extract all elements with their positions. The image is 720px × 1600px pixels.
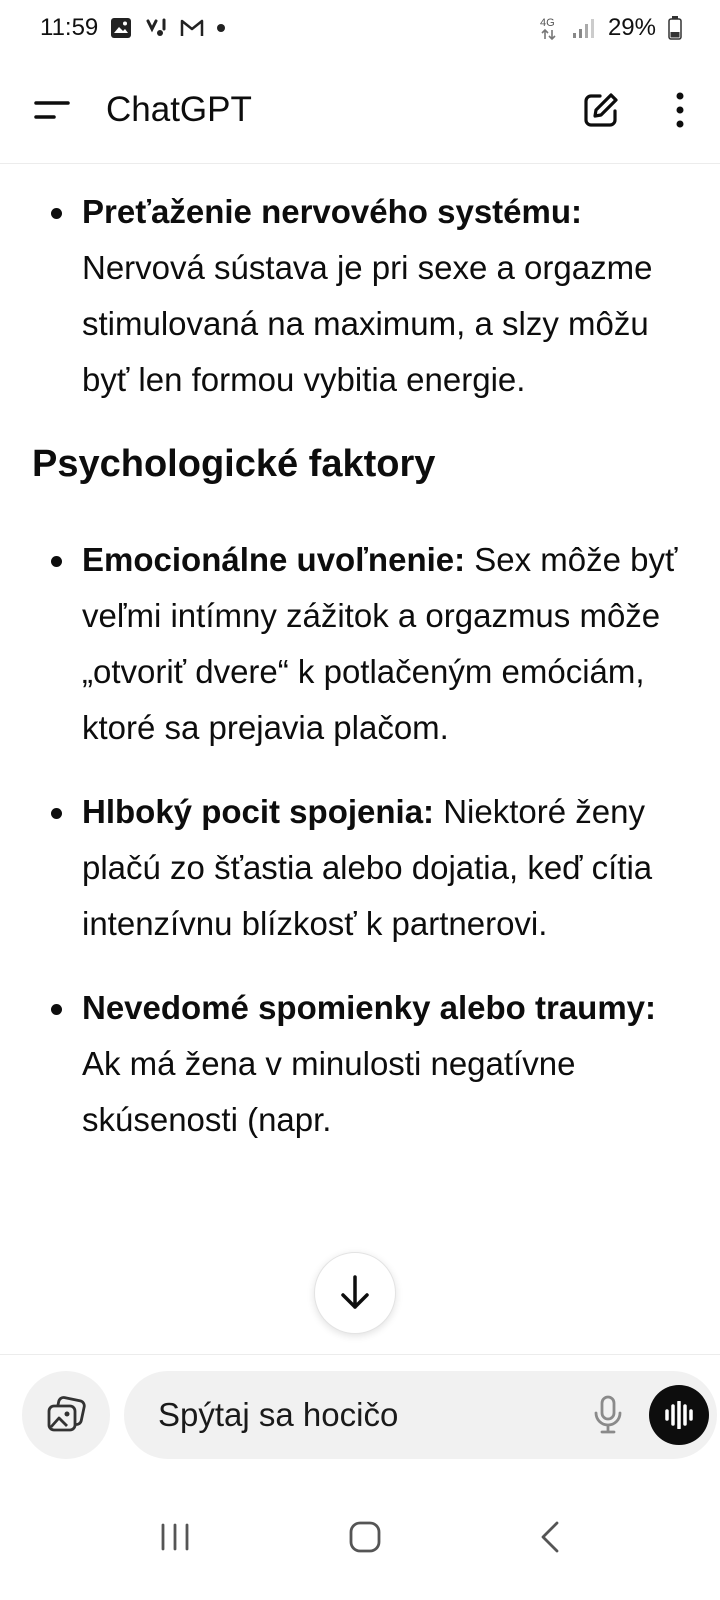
new-chat-icon[interactable] — [582, 91, 620, 129]
app-bar — [0, 56, 720, 164]
section-heading: Psychologické faktory — [32, 443, 436, 485]
network-type-label: 4G — [539, 17, 555, 29]
chat-message-content — [0, 164, 720, 1380]
battery-percent: 29% — [607, 14, 656, 41]
battery-icon — [668, 16, 682, 40]
gmail-notification-icon — [180, 18, 204, 38]
more-vertical-icon[interactable] — [674, 91, 686, 129]
attach-image-button[interactable] — [22, 1371, 110, 1459]
list-item — [32, 184, 680, 408]
intro-list — [32, 184, 680, 408]
status-left — [40, 14, 226, 42]
voicemail-notification-icon — [144, 17, 168, 39]
menu-icon[interactable] — [34, 98, 70, 122]
list-item — [32, 784, 680, 952]
arrow-down-icon — [337, 1273, 373, 1313]
mic-button[interactable] — [583, 1385, 633, 1445]
list-item-text: Nervová sústava je pri sexe a orgazme stimulovaná na maximum, a slzy môžu byť len formou vybitia energie. — [82, 249, 653, 398]
network-type-icon — [538, 15, 560, 41]
list-item-text: Sex môže byť veľmi intímny zážitok a orgazmus môže „otvoriť dvere“ k potlačeným emóciám, ktoré sa prejavia plačom. — [82, 541, 678, 746]
list-item-title: Hlboký pocit spojenia: — [82, 793, 435, 830]
message-input[interactable] — [158, 1396, 583, 1434]
status-bar — [0, 0, 720, 56]
status-right — [538, 14, 682, 42]
home-icon[interactable] — [348, 1520, 382, 1554]
message-input-container — [124, 1371, 717, 1459]
status-time: 11:59 — [40, 14, 99, 41]
back-icon[interactable] — [539, 1520, 561, 1554]
attach-image-icon — [45, 1396, 87, 1434]
list-item-title: Emocionálne uvoľnenie: — [82, 541, 466, 578]
list-item — [32, 532, 680, 756]
signal-strength-icon — [572, 17, 596, 39]
system-nav-bar — [0, 1474, 720, 1600]
voice-mode-button[interactable] — [649, 1385, 709, 1445]
list-item-text: Niektoré ženy plačú zo šťastia alebo dojatia, keď cítia intenzívnu blízkosť k partnerovi. — [82, 793, 653, 942]
section-list — [32, 532, 680, 1148]
app-title: ChatGPT — [106, 89, 252, 129]
mic-icon — [593, 1395, 623, 1435]
list-item-text: Ak má žena v minulosti negatívne skúsenosti (napr. — [82, 1045, 576, 1138]
recent-apps-icon[interactable] — [159, 1522, 191, 1552]
list-item-title: Preťaženie nervového systému: — [82, 193, 583, 230]
list-item — [32, 980, 680, 1148]
list-item-title: Nevedomé spomienky alebo traumy: — [82, 989, 657, 1026]
voice-mode-icon — [663, 1401, 695, 1429]
scroll-to-bottom-button[interactable] — [314, 1252, 396, 1334]
composer — [0, 1354, 720, 1474]
gallery-notification-icon — [110, 17, 132, 39]
more-notifications-dot-icon — [216, 23, 226, 33]
